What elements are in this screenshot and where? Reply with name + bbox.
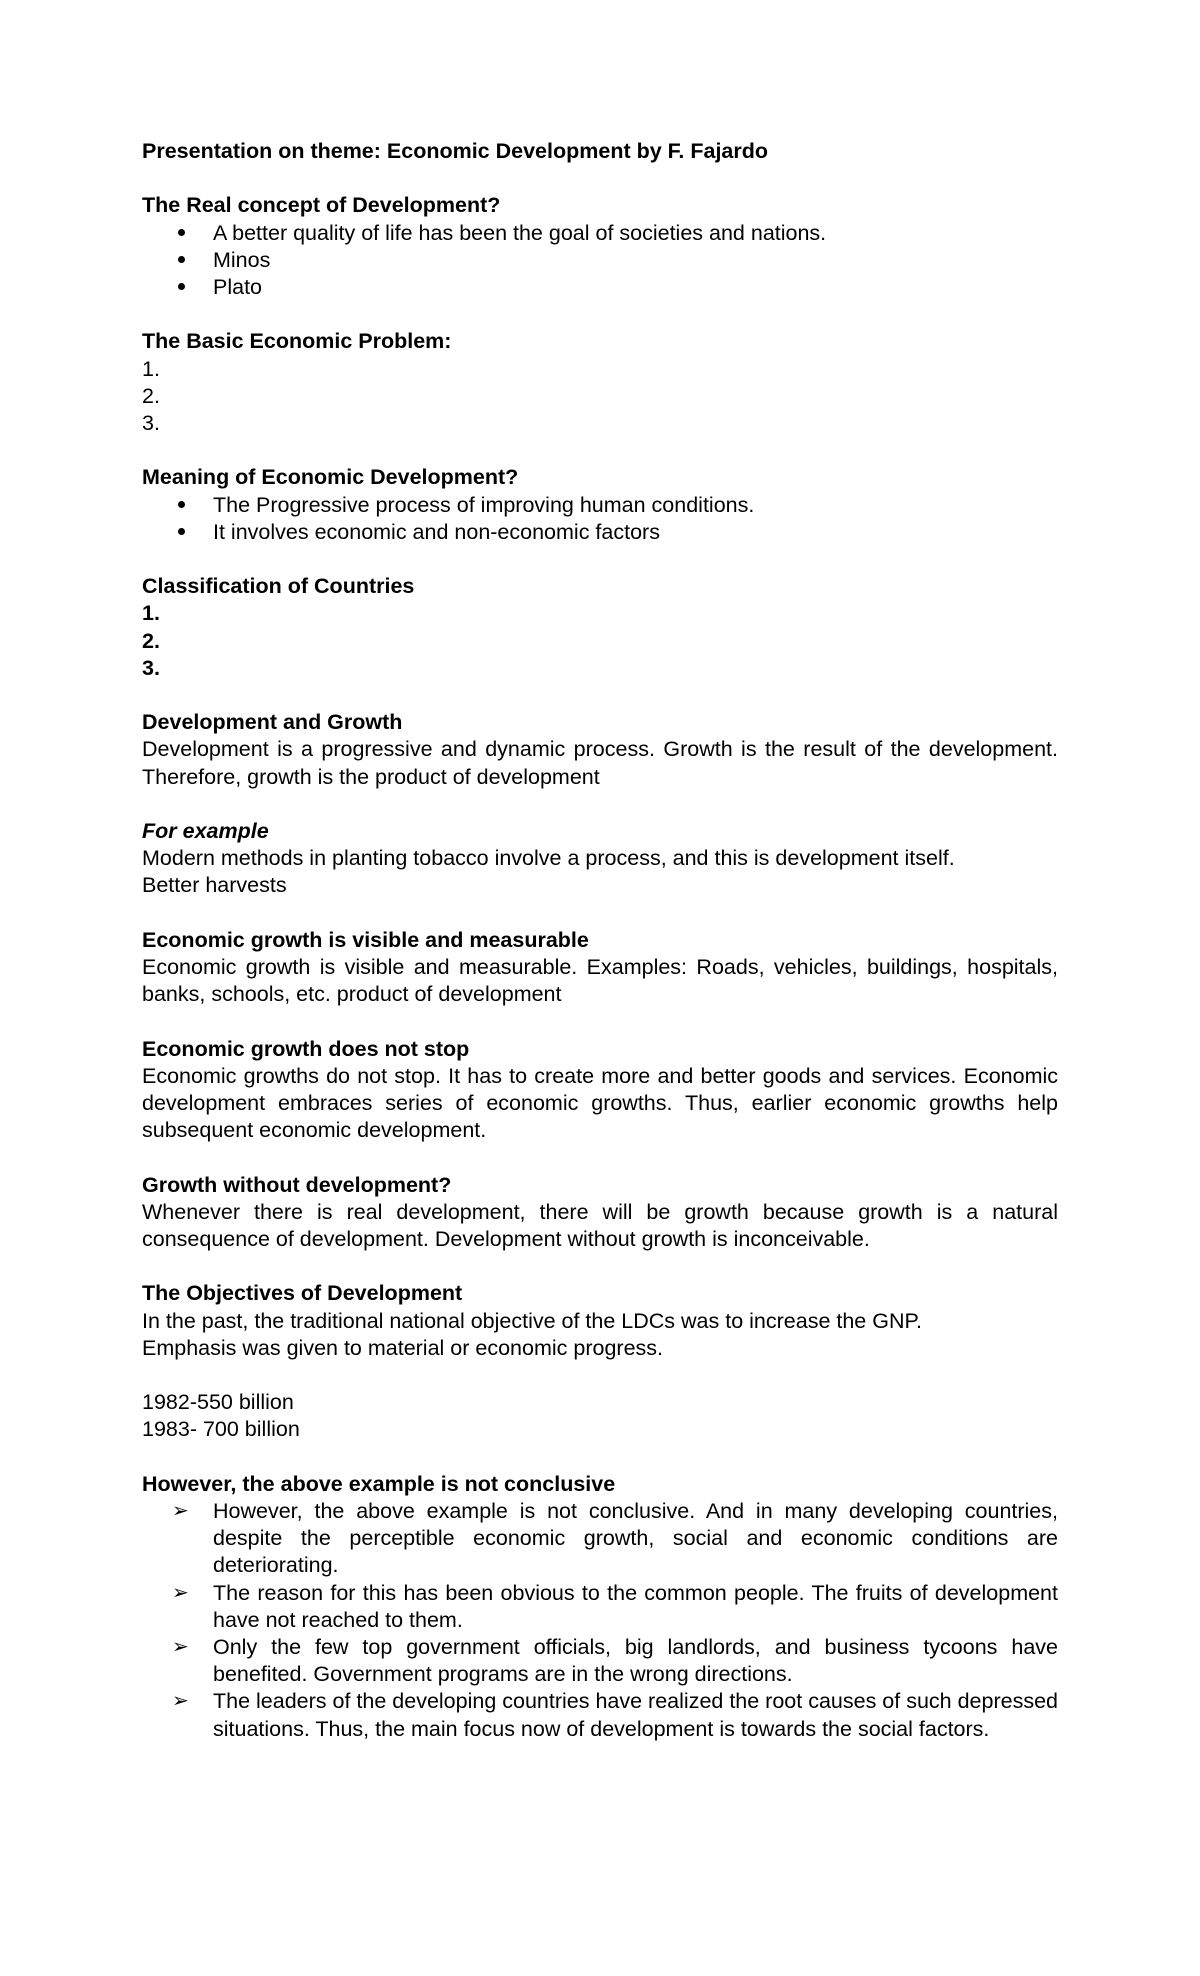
numbered-list — [142, 600, 1058, 682]
list-item: 2. — [142, 628, 160, 653]
section-does-not-stop — [142, 1036, 1058, 1145]
bullet-list — [142, 492, 1058, 546]
section-classification — [142, 573, 1058, 682]
arrow-bullet-icon: ➢ — [172, 1690, 189, 1713]
list-item: ➢ The leaders of the developing countries have realized the root causes of such depressed situations. Thus, the main focus now of development is towards the social factors. — [172, 1689, 1058, 1741]
list-item: Plato — [142, 274, 1058, 301]
text-line: 1983- 700 billion — [142, 1417, 300, 1442]
section-not-conclusive — [142, 1471, 1058, 1743]
section-objectives — [142, 1280, 1058, 1362]
paragraph: Whenever there is real development, there will be growth because growth is a natural consequence of development. Development without growth is inconceivable. — [142, 1199, 1058, 1251]
section-real-concept — [142, 192, 1058, 301]
section-heading: Growth without development? — [142, 1172, 452, 1197]
section-heading: Economic growth is visible and measurable — [142, 927, 589, 952]
bullet-icon — [178, 274, 198, 301]
section-visible-measurable — [142, 927, 1058, 1009]
section-heading: Classification of Countries — [142, 574, 415, 599]
list-item: ➢ Only the few top government officials, big landlords, and business tycoons have benefited. Government programs are in the wrong directions. — [172, 1634, 1058, 1687]
arrow-bullet-icon: ➢ — [172, 1499, 189, 1522]
numbered-list — [142, 356, 1058, 438]
section-heading: For example — [142, 818, 269, 843]
text-line: Emphasis was given to material or economic progress. — [142, 1335, 663, 1360]
section-heading: However, the above example is not conclusive — [142, 1471, 616, 1496]
section-growth-without-development — [142, 1172, 1058, 1254]
paragraph: Economic growths do not stop. It has to create more and better goods and services. Economic development embraces series of economic growths. Thus, earlier economic growths help subsequent economic development. — [142, 1063, 1058, 1143]
text-line: Modern methods in planting tobacco involve a process, and this is development itself. — [142, 846, 955, 871]
bullet-icon — [178, 220, 198, 247]
arrow-bullet-icon: ➢ — [172, 1581, 189, 1604]
text-line: Better harvests — [142, 873, 287, 898]
list-item: A better quality of life has been the goal of societies and nations. — [142, 220, 1058, 247]
list-item: 3. — [142, 655, 160, 680]
paragraph: Development is a progressive and dynamic process. Growth is the result of the development. Therefore, growth is the product of development — [142, 737, 1058, 789]
section-heading: Meaning of Economic Development? — [142, 465, 519, 490]
section-heading: The Real concept of Development? — [142, 193, 501, 218]
list-item: The Progressive process of improving human conditions. — [142, 492, 1058, 519]
bullet-icon — [178, 247, 198, 274]
section-heading: Development and Growth — [142, 710, 403, 735]
list-item: ➢ However, the above example is not conclusive. And in many developing countries, despite the perceptible economic growth, social and economic conditions are deteriorating. — [172, 1498, 1058, 1578]
bullet-icon — [178, 519, 198, 546]
arrow-bullet-icon: ➢ — [172, 1635, 189, 1658]
arrow-bullet-list — [142, 1498, 1058, 1743]
section-development-growth — [142, 709, 1058, 791]
section-heading: Economic growth does not stop — [142, 1036, 470, 1061]
paragraph: Economic growth is visible and measurable. Examples: Roads, vehicles, buildings, hospitals, banks, schools, etc. product of development — [142, 954, 1058, 1007]
bullet-list — [142, 220, 1058, 302]
list-item: It involves economic and non-economic factors — [142, 519, 1058, 546]
section-heading: The Basic Economic Problem: — [142, 329, 452, 354]
section-heading: The Objectives of Development — [142, 1281, 463, 1306]
list-item: Minos — [142, 247, 1058, 274]
bullet-icon — [178, 492, 198, 519]
list-item: 1. — [142, 601, 160, 626]
section-basic-problem — [142, 328, 1058, 437]
list-item: 2. — [142, 383, 160, 408]
list-item: ➢ The reason for this has been obvious to the common people. The fruits of development have not reached to them. — [172, 1580, 1058, 1632]
section-figures — [142, 1389, 1058, 1443]
section-meaning — [142, 464, 1058, 546]
section-example — [142, 818, 1058, 900]
document-title: Presentation on theme: Economic Development by F. Fajardo — [142, 139, 769, 163]
text-line: 1982-550 billion — [142, 1390, 294, 1415]
list-item: 1. — [142, 356, 160, 381]
list-item: 3. — [142, 411, 160, 435]
text-line: In the past, the traditional national objective of the LDCs was to increase the GNP. — [142, 1308, 923, 1333]
